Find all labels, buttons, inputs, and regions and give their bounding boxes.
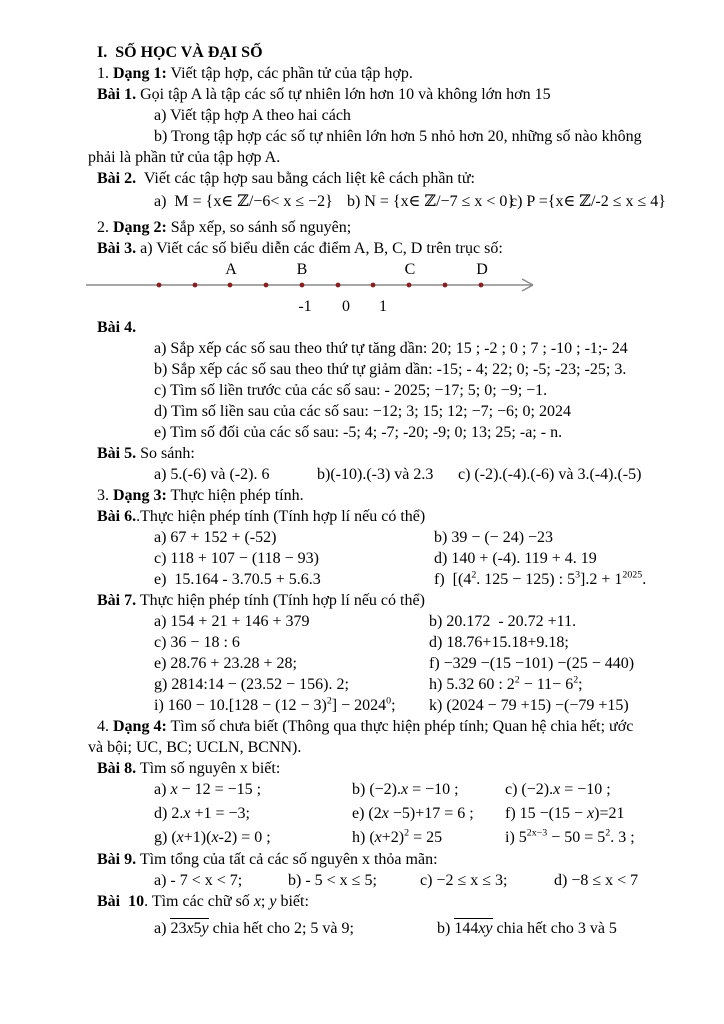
text-part: Bài 7. Thực hiện phép tính (Tính hợp lí nếu có thể) (97, 592, 425, 609)
text-part: và bội; UC, BC; UCLN, BCNN). (88, 739, 302, 756)
text-part: g) 2814:14 − (23.52 − 156). 2; (154, 676, 349, 693)
point-label: A (225, 261, 237, 278)
text-part: c) −2 ≤ x ≤ 3; (420, 872, 508, 889)
text-part: Bài 3. a) Viết các số biểu diễn các điểm A, B, C, D trên trục số: (97, 240, 503, 257)
point-label: B (296, 261, 308, 278)
text-line (0, 571, 724, 592)
text-part: d) Tìm số liền sau của các số sau: −12; 3; 15; 12; −7; −6; 0; 2024 (154, 403, 571, 420)
text-line (0, 44, 724, 65)
text-part: d) 140 + (-4). 119 + 4. 19 (434, 550, 597, 567)
text-part: i) $160 - 10.[128 - (12 - 3)^2] - 2024^0$; (154, 695, 396, 714)
text-line (0, 697, 724, 718)
text-part: c) 118 + 107 − (118 − 93) (154, 550, 319, 567)
text-line (0, 739, 724, 760)
text-line (0, 240, 724, 261)
text-part: b) (−2).x = −10 ; (352, 781, 459, 798)
text-line (0, 340, 724, 361)
text-line (0, 361, 724, 382)
text-line (0, 851, 724, 872)
text-part: 2. Dạng 2: Sắp xếp, so sánh số nguyên; (97, 219, 352, 236)
text-part: a) x − 12 = −15 ; (154, 781, 262, 798)
text-line (0, 382, 724, 403)
text-part: b) 144xy chia hết cho 3 và 5 (437, 920, 617, 937)
tick-label: -1 (298, 298, 312, 315)
text-line (0, 466, 724, 487)
text-part: 3. Dạng 3: Thực hiện phép tính. (97, 487, 304, 504)
text-line (0, 655, 724, 676)
text-line (0, 550, 724, 571)
text-line (0, 872, 724, 893)
text-line (0, 424, 724, 445)
text-part: b) N = {x∈ ℤ/−7 ≤ x < 0} (347, 193, 516, 210)
text-part: 4. Dạng 4: Tìm số chưa biết (Thông qua thực hiện phép tính; Quan hệ chia hết; ước (97, 718, 634, 735)
text-part: g) (x+1)(x-2) = 0 ; (154, 829, 271, 846)
text-part: Bài 1. Gọi tập A là tập các số tự nhiên lớn hơn 10 và không lớn hơn 15 (97, 86, 551, 103)
point-label: D (476, 261, 488, 278)
text-part: b) Trong tập hợp các số tự nhiên lớn hơn 5 nhỏ hơn 20, những số nào không (154, 128, 642, 145)
text-line (0, 529, 724, 550)
text-part: f) [($4^2$. 125 − 125) : $5^3].2 + 1^{2025}$. (434, 569, 647, 588)
text-part: c) P ={x∈ ℤ/-2 ≤ x ≤ 4} (510, 193, 666, 210)
text-line (0, 65, 724, 86)
text-line (0, 718, 724, 739)
text-line (0, 487, 724, 508)
text-part: e) Tìm số đối của các số sau: -5; 4; -7; -20; -9; 0; 13; 25; -a; - n. (154, 424, 563, 441)
text-part: e) (2x −5)+17 = 6 ; (352, 805, 474, 822)
text-line (0, 508, 724, 529)
axis-dot (443, 283, 448, 288)
tick-label: 1 (379, 298, 387, 315)
text-part: f) 15 −(15 − x)=21 (505, 805, 625, 822)
text-part: a) - 7 < x < 7; (154, 872, 243, 889)
text-line (0, 613, 724, 634)
text-line (0, 170, 724, 191)
text-line (0, 403, 724, 424)
text-part: e) 28.76 + 23.28 + 28; (154, 655, 297, 672)
text-part: k) (2024 − 79 +15) −(−79 +15) (429, 697, 629, 714)
axis-dot (479, 283, 484, 288)
text-line (0, 592, 724, 613)
text-part: d) 2.x +1 = −3; (154, 805, 250, 822)
text-line (0, 319, 724, 340)
text-line (0, 191, 724, 219)
text-part: Bài 2. Viết các tập hợp sau bằng cách liệt kê cách phần tử: (97, 170, 475, 187)
text-part: h) $(x+2)^2 = 25$ (352, 827, 443, 846)
text-part: i) $5^{2x-3} - 50 = 5^2$. 3 ; (505, 827, 635, 846)
axis-dot (157, 283, 162, 288)
text-part: d) 18.76+15.18+9.18; (429, 634, 569, 651)
text-part: a) 23x5y chia hết cho 2; 5 và 9; (154, 920, 354, 937)
text-line (0, 893, 724, 920)
text-part: c) 36 − 18 : 6 (154, 634, 240, 651)
text-part: a) M = {x∈ ℤ/−6< x ≤ −2} (154, 193, 333, 210)
axis-dot (264, 283, 269, 288)
text-part: b) Sắp xếp các số sau theo thứ tự giảm dần: -15; - 4; 22; 0; -5; -23; -25; 3. (154, 361, 627, 378)
text-part: Bài 10. Tìm các chữ số x; y biết: (97, 893, 309, 910)
text-line (0, 219, 724, 240)
text-part: c) (-2).(-4).(-6) và 3.(-4).(-5) (458, 466, 642, 483)
text-line (0, 128, 724, 149)
text-part: phải là phần tử của tập hợp A. (88, 149, 281, 166)
text-part: a) 5.(-6) và (-2). 6 (154, 466, 270, 483)
tick-label: 0 (342, 298, 350, 315)
text-line (0, 149, 724, 170)
axis-dot (371, 283, 376, 288)
text-line (0, 829, 724, 851)
text-part: a) Viết tập hợp A theo hai cách (154, 107, 351, 124)
text-part: Bài 6..Thực hiện phép tính (Tính hợp lí nếu có thể) (97, 508, 426, 525)
text-part: Bài 4. (97, 319, 137, 336)
axis-dot (300, 283, 305, 288)
text-part: a) 154 + 21 + 146 + 379 (154, 613, 310, 630)
text-line (0, 781, 724, 805)
number-line-figure (0, 261, 724, 319)
text-part: b)(-10).(-3) và 2.3 (317, 466, 434, 483)
text-part: f) −329 −(15 −101) −(25 − 440) (429, 655, 635, 672)
text-part: b) - 5 < x ≤ 5; (288, 872, 377, 889)
text-part: b) 39 − (− 24) −23 (434, 529, 554, 546)
text-part: I. SỐ HỌC VÀ ĐẠI SỐ (97, 44, 263, 61)
axis-dot (228, 283, 233, 288)
text-line (0, 676, 724, 697)
text-line (0, 760, 724, 781)
axis-dot (336, 283, 341, 288)
text-part: e) 15.164 - 3.70.5 + 5.6.3 (154, 571, 321, 588)
point-label: C (404, 261, 416, 278)
text-line (0, 107, 724, 128)
text-part: a) Sắp xếp các số sau theo thứ tự tăng dần: 20; 15 ; -2 ; 0 ; 7 ; -10 ; -1;- 24 (154, 340, 628, 357)
text-part: Bài 9. Tìm tổng của tất cả các số nguyên x thỏa mãn: (97, 851, 438, 868)
text-part: 1. Dạng 1: Viết tập hợp, các phần tử của tập hợp. (97, 65, 413, 82)
text-part: Bài 5. So sánh: (97, 445, 195, 462)
text-line (0, 634, 724, 655)
axis-dot (407, 283, 412, 288)
text-part: h) 5.32 60 : $2^2 - 11- 6^2$; (429, 674, 583, 693)
text-part: d) −8 ≤ x < 7 (554, 872, 639, 889)
text-part: a) 67 + 152 + (-52) (154, 529, 277, 546)
text-line (0, 805, 724, 829)
text-line (0, 920, 724, 941)
text-line (0, 445, 724, 466)
axis-dot (193, 283, 198, 288)
text-part: c) (−2).x = −10 ; (505, 781, 611, 798)
text-part: c) Tìm số liền trước của các số sau: - 2025; −17; 5; 0; −9; −1. (154, 382, 548, 399)
text-part: b) 20.172 - 20.72 +11. (429, 613, 577, 630)
text-part: Bài 8. Tìm số nguyên x biết: (97, 760, 281, 777)
document-content (0, 44, 724, 941)
text-line (0, 86, 724, 107)
